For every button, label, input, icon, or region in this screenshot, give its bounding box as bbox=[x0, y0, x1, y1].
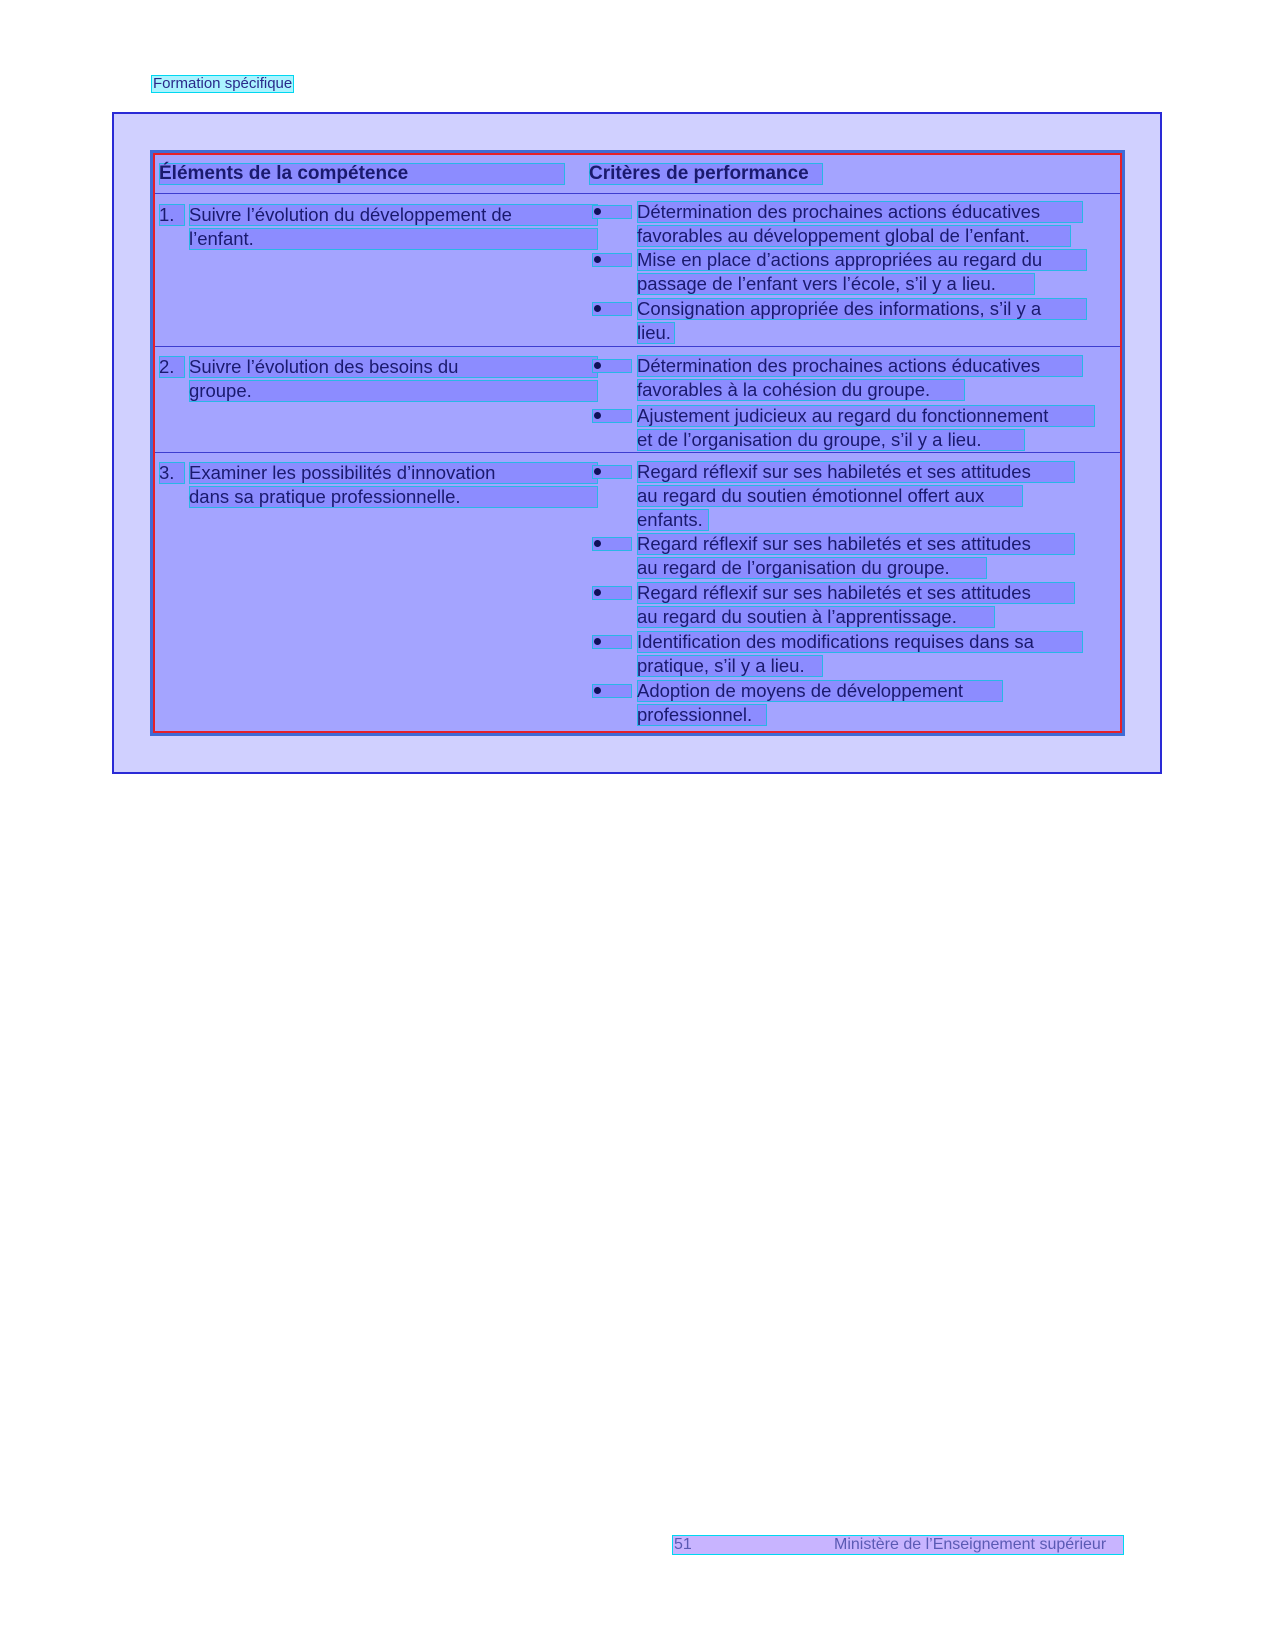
bullet-icon bbox=[592, 684, 632, 698]
criterion-text: favorables au développement global de l’enfant. bbox=[637, 225, 1071, 247]
element-text: l’enfant. bbox=[189, 228, 598, 250]
element-number: 2. bbox=[159, 356, 185, 378]
bullet-icon bbox=[592, 359, 632, 373]
header-divider bbox=[155, 193, 1120, 194]
criterion-text: Regard réflexif sur ses habiletés et ses attitudes bbox=[637, 582, 1075, 604]
element-number: 1. bbox=[159, 204, 185, 226]
criterion-text: passage de l’enfant vers l’école, s’il y a lieu. bbox=[637, 273, 1035, 295]
footer-ministry: Ministère de l’Enseignement supérieur bbox=[834, 1536, 1107, 1553]
criterion-text: et de l’organisation du groupe, s’il y a lieu. bbox=[637, 429, 1025, 451]
element-text: Suivre l’évolution du développement de bbox=[189, 204, 598, 226]
row-divider bbox=[155, 452, 1120, 453]
criterion-text: Regard réflexif sur ses habiletés et ses attitudes bbox=[637, 461, 1075, 483]
element-text: groupe. bbox=[189, 380, 598, 402]
bullet-icon bbox=[592, 205, 632, 219]
criterion-text: lieu. bbox=[637, 322, 675, 344]
criterion-text: Détermination des prochaines actions éducatives bbox=[637, 355, 1083, 377]
page-number: 51 bbox=[674, 1536, 692, 1553]
criterion-text: Détermination des prochaines actions éducatives bbox=[637, 201, 1083, 223]
bullet-icon bbox=[592, 586, 632, 600]
bullet-icon bbox=[592, 465, 632, 479]
criterion-text: Adoption de moyens de développement bbox=[637, 680, 1003, 702]
criterion-text: favorables à la cohésion du groupe. bbox=[637, 379, 965, 401]
row-divider bbox=[155, 346, 1120, 347]
criterion-text: Consignation appropriée des informations, s’il y a bbox=[637, 298, 1087, 320]
bullet-icon bbox=[592, 537, 632, 551]
criterion-text: Regard réflexif sur ses habiletés et ses attitudes bbox=[637, 533, 1075, 555]
page-header: Formation spécifique bbox=[153, 75, 293, 92]
bullet-icon bbox=[592, 253, 632, 267]
element-number: 3. bbox=[159, 462, 185, 484]
col-header-criteria: Critères de performance bbox=[589, 163, 823, 185]
criterion-text: pratique, s’il y a lieu. bbox=[637, 655, 823, 677]
criterion-text: professionnel. bbox=[637, 704, 767, 726]
element-text: Examiner les possibilités d’innovation bbox=[189, 462, 598, 484]
bullet-icon bbox=[592, 302, 632, 316]
criterion-text: au regard du soutien émotionnel offert aux bbox=[637, 485, 1023, 507]
criterion-text: enfants. bbox=[637, 509, 709, 531]
criterion-text: Identification des modifications requises dans sa bbox=[637, 631, 1083, 653]
criterion-text: au regard du soutien à l’apprentissage. bbox=[637, 606, 995, 628]
criterion-text: Ajustement judicieux au regard du fonctionnement bbox=[637, 405, 1095, 427]
col-header-elements: Éléments de la compétence bbox=[159, 163, 565, 185]
element-text: Suivre l’évolution des besoins du bbox=[189, 356, 598, 378]
bullet-icon bbox=[592, 409, 632, 423]
criterion-text: Mise en place d’actions appropriées au regard du bbox=[637, 249, 1087, 271]
element-text: dans sa pratique professionnelle. bbox=[189, 486, 598, 508]
criterion-text: au regard de l’organisation du groupe. bbox=[637, 557, 987, 579]
bullet-icon bbox=[592, 635, 632, 649]
